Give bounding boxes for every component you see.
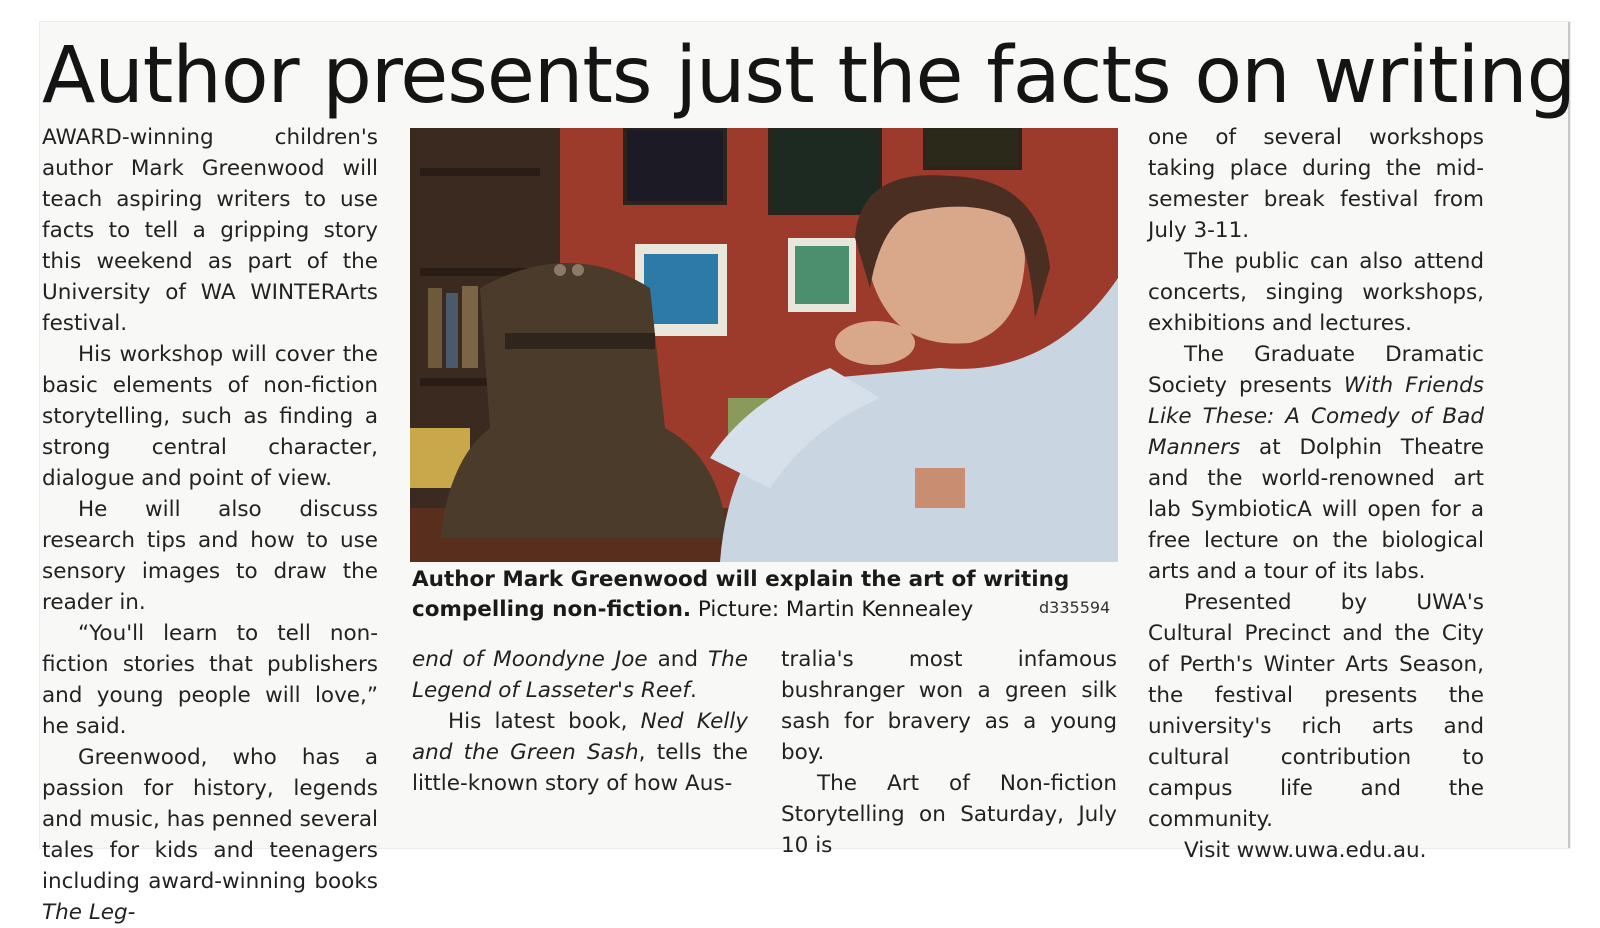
paragraph [1148,339,1484,587]
paragraph: The public can also attend concerts, singing workshops, exhibitions and lectures. [1148,249,1484,336]
paragraph [412,644,748,706]
paragraph: AWARD-winning children's author Mark Greenwood will teach aspiring writers to use facts to tell a gripping story this weekend as part of the University of WA WINTERArts festival. [42,125,378,336]
article-column-2 [412,644,748,799]
book-title: Ned Kelly and the Green Sash [412,709,748,765]
book-title: The Legend of Lasseter's Reef [412,647,748,703]
paragraph: tralia's most infamous bushranger won a green silk sash for bravery as a young boy. [781,647,1117,765]
photo-id: d335594 [1039,598,1111,617]
article-column-1 [42,122,378,928]
paragraph: “You'll learn to tell non-fiction stories that publishers and young people will love,” he said. [42,621,378,739]
author-photo [410,128,1118,562]
paragraph-text: The Graduate Dramatic Society presents [1148,342,1484,398]
caption-text: Author Mark Greenwood will explain the art of writing compelling non-fiction. [412,567,1070,622]
paragraph [412,706,748,799]
paragraph: He will also discuss research tips and how to use sensory images to draw the reader in. [42,497,378,615]
paragraph-text: His latest book, [448,709,641,734]
paragraph: Visit www.uwa.edu.au. [1184,838,1427,863]
paragraph-text: Greenwood, who has a passion for history, legends and music, has penned several tales for kids and teenagers including award-winning books [42,745,378,894]
headline: Author presents just the facts on writing [42,31,1576,121]
book-title: end of Moondyne Joe [412,647,648,672]
show-title: With Friends Like These: A Comedy of Bad Manners [1148,373,1484,460]
paragraph: His workshop will cover the basic elements of non-fiction storytelling, such as finding a strong central character, dialogue and point of view. [42,342,378,491]
photo-caption [412,565,1120,625]
paragraph-text: . [689,678,697,703]
book-title: The Leg- [42,900,136,925]
paragraph: The Art of Non-fiction Storytelling on Saturday, July 10 is [781,771,1117,858]
paragraph-text: , tells the little-known story of how Aus- [412,740,749,796]
article-column-3 [781,644,1117,861]
paragraph: Presented by UWA's Cultural Precinct and the City of Perth's Winter Arts Season, the festival presents the university's rich arts and cultural contribution to campus life and the community. [1148,590,1484,832]
photo-credit: Picture: Martin Kennealey [691,597,974,622]
paragraph: one of several workshops taking place during the mid-semester break festival from July 3-11. [1148,125,1484,243]
photo-illustration [410,128,1118,562]
paragraph [42,742,378,928]
article-column-4 [1148,122,1484,866]
paragraph-text: at Dolphin Theatre and the world-renowned art lab SymbioticA will open for a free lecture on the biological arts and a tour of its labs. [1148,435,1484,584]
paragraph-text: and [647,647,708,672]
